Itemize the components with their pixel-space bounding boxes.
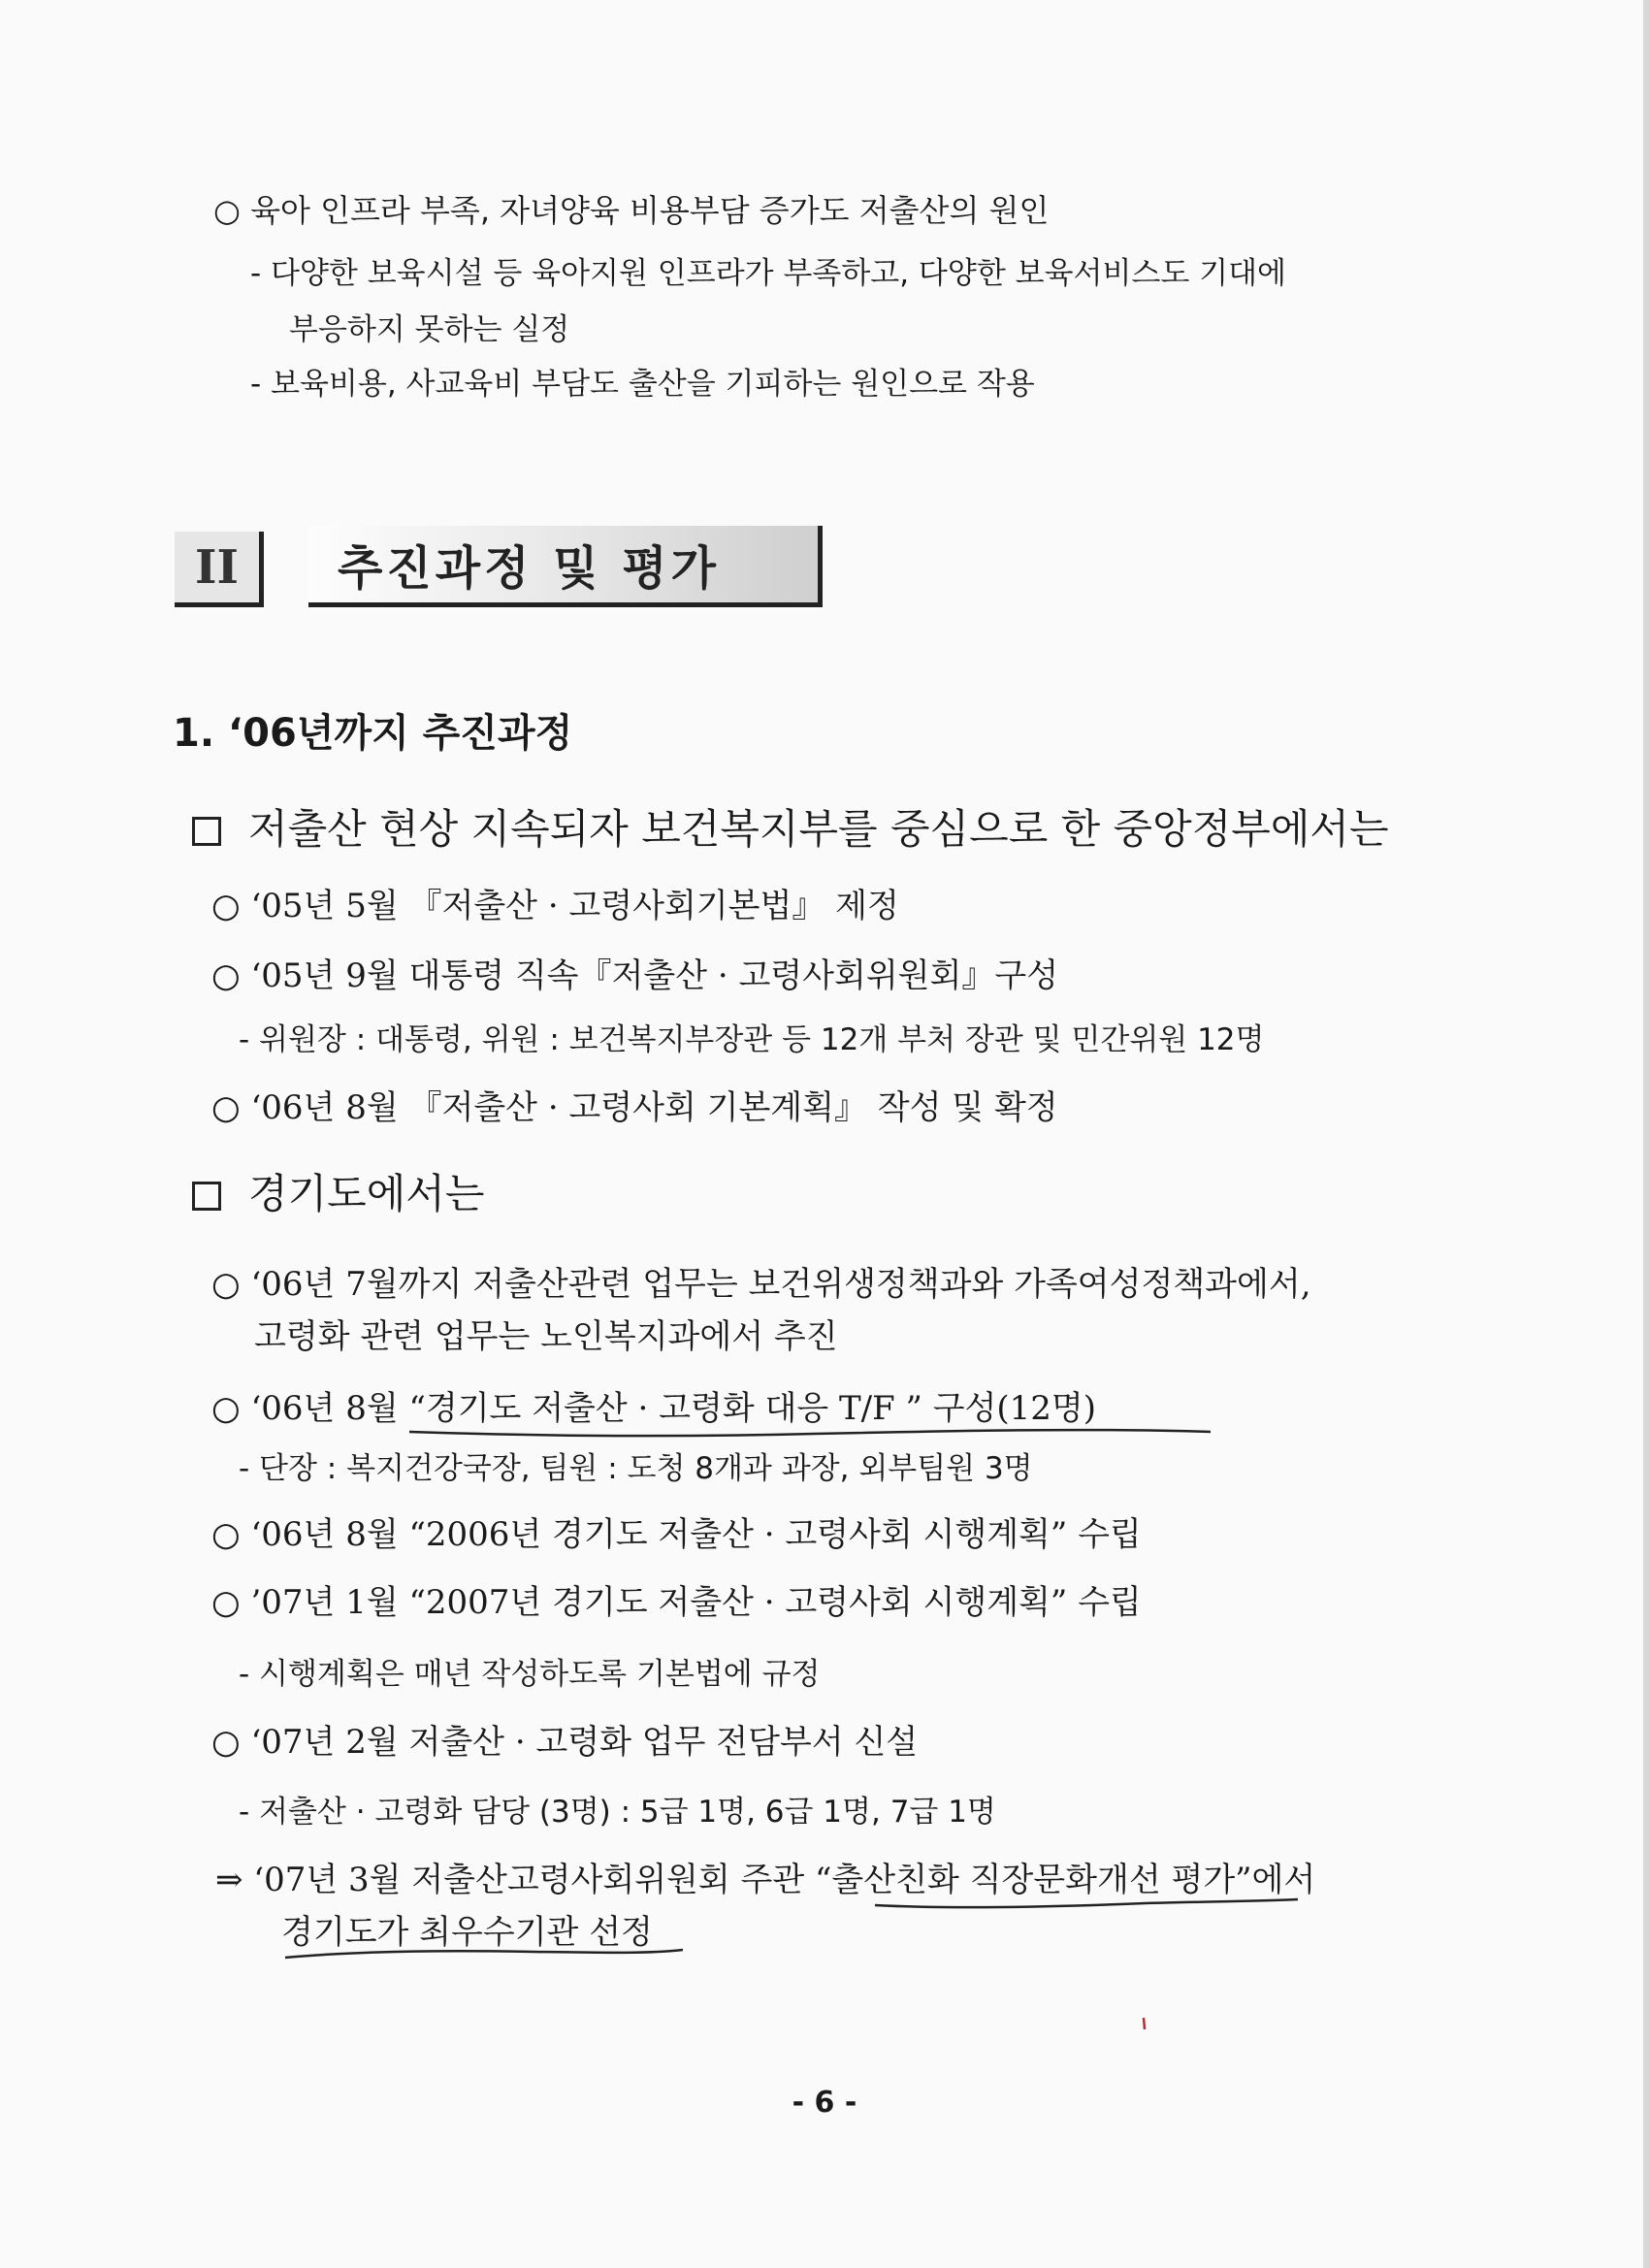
- handwritten-underline: [407, 1422, 1212, 1442]
- gyeonggi-item-5-sub: - 저출산 · 고령화 담당 (3명) : 5급 1명, 6급 1명, 7급 1명: [239, 1795, 996, 1830]
- intro-bullet: ○ 육아 인프라 부족, 자녀양육 비용부담 증가도 저출산의 원인: [213, 192, 1050, 229]
- checkbox-square-icon: [192, 817, 221, 846]
- stray-mark: [1141, 2016, 1148, 2031]
- checkbox-square-icon: [192, 1182, 221, 1211]
- gyeonggi-item-1-line2: 고령화 관련 업무는 노인복지과에서 추진: [254, 1317, 838, 1356]
- gyeonggi-item-5: ○ ‘07년 2월 저출산 · 고령화 업무 전담부서 신설: [211, 1723, 919, 1762]
- handwritten-underline-3: [281, 1944, 689, 1965]
- section-number-box: [175, 532, 264, 607]
- central-item-1: ○ ‘05년 5월 『저출산 · 고령사회기본법』 제정: [211, 887, 899, 925]
- central-item-3: ○ ‘06년 8월 『저출산 · 고령사회 기본계획』 작성 및 확정: [211, 1088, 1058, 1127]
- gyeonggi-item-4-sub: - 시행계획은 매년 작성하도록 기본법에 규정: [239, 1657, 821, 1692]
- section-title: 추진과정 및 평가: [338, 541, 720, 596]
- intro-dash1-line1: - 다양한 보육시설 등 육아지원 인프라가 부족하고, 다양한 보육서비스도 기대에: [250, 256, 1286, 291]
- gyeonggi-item-4: ○ ’07년 1월 “2007년 경기도 저출산 · 고령사회 시행계획” 수립: [211, 1583, 1142, 1622]
- gyeonggi-item-2: ○ ‘06년 8월 “경기도 저출산 · 고령화 대응 T/F ” 구성(12명): [211, 1389, 1097, 1428]
- page-edge: [1643, 0, 1649, 2268]
- central-heading-row: [192, 797, 1389, 856]
- central-item-2-sub: - 위원장 : 대통령, 위원 : 보건복지부장관 등 12개 부처 장관 및 민간위원 12명: [239, 1022, 1265, 1057]
- intro-dash2: - 보육비용, 사교육비 부담도 출산을 기피하는 원인으로 작용: [250, 367, 1035, 402]
- gyeonggi-result-line1: ⇒ ‘07년 3월 저출산고령사회위원회 주관 “출산친화 직장문화개선 평가”에서: [215, 1861, 1316, 1899]
- gyeonggi-heading-row: [192, 1162, 484, 1220]
- gyeonggi-heading: 경기도에서는: [248, 1170, 485, 1217]
- gyeonggi-item-2-sub: - 단장 : 복지건강국장, 팀원 : 도청 8개과 과장, 외부팀원 3명: [239, 1451, 1033, 1486]
- subsection-title: 1. ‘06년까지 추진과정: [173, 711, 573, 756]
- section-number: II: [195, 539, 239, 595]
- gyeonggi-result-line2: 경기도가 최우수기관 선정: [281, 1913, 653, 1952]
- gyeonggi-item-3: ○ ‘06년 8월 “2006년 경기도 저출산 · 고령사회 시행계획” 수립: [211, 1515, 1142, 1554]
- page-number: - 6 -: [792, 2086, 857, 2120]
- central-heading: 저출산 현상 지속되자 보건복지부를 중심으로 한 중앙정부에서는: [248, 805, 1389, 853]
- central-item-2: ○ ‘05년 9월 대통령 직속『저출산 · 고령사회위원회』구성: [211, 956, 1059, 995]
- section-title-box: [308, 526, 823, 607]
- handwritten-underline-2: [873, 1894, 1300, 1913]
- intro-dash1-line2: 부응하지 못하는 실정: [289, 312, 570, 347]
- gyeonggi-item-1-line1: ○ ‘06년 7월까지 저출산관련 업무는 보건위생정책과와 가족여성정책과에서,: [211, 1265, 1311, 1304]
